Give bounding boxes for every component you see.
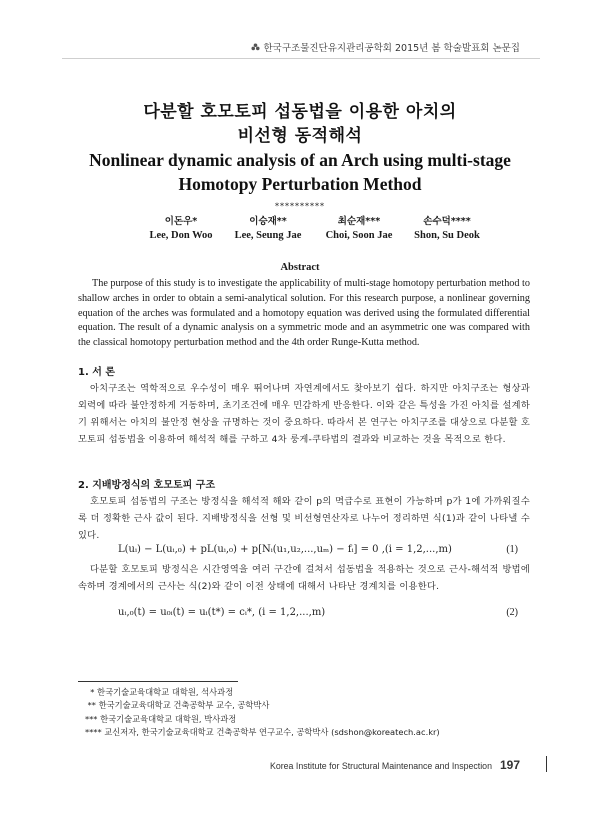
journal-header <box>251 40 520 54</box>
author-korean-name: 최순재*** <box>337 216 381 227</box>
korean-title-line2: 비선형 동적해석 <box>237 126 363 146</box>
footnotes <box>85 686 440 739</box>
equation-2: uᵢ,₀(t) = u₀ᵢ(t) = uᵢ(t*) = cᵢ*, (i = 1,2,...,m) <box>118 607 326 618</box>
section-1-body: 아치구조는 역학적으로 우수성이 매우 뛰어나며 자연계에서도 찾아보기 쉽다. 하지만 아치구조는 형상과 외력에 따라 불안정하게 거동하며, 초기조건에 매우 민감하게 반응한다. 이와 같은 특성을 가진 아치를 설계하기 위해서는 아치의 불안정 현상을 규명하는 것이 중요하다. 따라서 본 연구는 아치구조를 대상으로 다분할 호모토피 섭동법을 이용하여 해석적 해를 구하고 4차 룽게-쿠타법의 결과와 비교하는 것을 목적으로 한다. <box>78 383 531 445</box>
page-number: 197 <box>499 758 520 772</box>
flower-mark-icon <box>251 43 260 52</box>
footer-rule <box>546 756 547 772</box>
section-2-body-2: 다분할 호모토피 방정식은 시간영역을 여러 구간에 걸쳐서 섭동법을 적용하는 것으로 근사-해석적 방법에 속하며 경계에서의 근사는 식(2)와 같이 이전 상태에 대해서 나타난 경계치를 이용한다. <box>78 564 530 592</box>
english-title-line2: Homotopy Perturbation Method <box>178 174 422 194</box>
abstract-text: The purpose of this study is to investigate the applicability of multi-stage homotopy perturbation method to shallow arches in order to obtain a semi-analytical solution. For this research purpose, a nonlinear governing equation of the arches was formulated and a homotopy equation was derived using the formulated differential equation. The result of a dynamic analysis on a symmetric mode and an asymmetric one was compared with the classical homotopy perturbation method and the 4th order Runge-Kutta method. <box>78 278 530 349</box>
title-separator: ********** <box>275 202 325 211</box>
section-1-heading: 1. 서 론 <box>78 367 116 378</box>
footnote: * 한국기술교육대학교 대학원, 석사과정 <box>85 687 234 697</box>
footnote: ** 한국기술교육대학교 건축공학부 교수, 공학박사 <box>85 700 270 711</box>
author-korean-name: 이승재** <box>249 216 287 227</box>
header-divider <box>62 58 540 59</box>
english-title-line1: Nonlinear dynamic analysis of an Arch using multi-stage <box>89 150 511 170</box>
footer-institution: Korea Institute for Structural Maintenance and Inspection <box>269 761 492 771</box>
footnote: **** 교신저자, 한국기술교육대학교 건축공학부 연구교수, 공학박사 (sdshon@koreatech.ac.kr) <box>85 726 440 737</box>
footnote: *** 한국기술교육대학교 대학원, 박사과정 <box>85 713 237 724</box>
author-roman-name: Choi, Soon Jae <box>325 230 393 241</box>
section-2-heading: 2. 지배방정식의 호모토피 구조 <box>78 480 216 491</box>
author-roman-name: Shon, Su Deok <box>414 230 480 241</box>
korean-title-line1: 다분할 호모토피 섭동법을 이용한 아치의 <box>143 102 457 122</box>
abstract-heading: Abstract <box>280 262 320 273</box>
author-korean-name: 손수덕**** <box>423 216 471 227</box>
author-roman-name: Lee, Don Woo <box>149 230 213 241</box>
equation-1-number: (1) <box>506 544 518 555</box>
page-footer <box>270 758 520 772</box>
author-korean-name: 이돈우* <box>164 216 198 227</box>
section-2-body-1: 호모토피 섭동법의 구조는 방정식을 해석적 해와 같이 p의 멱급수로 표현이 가능하며 p가 1에 가까워질수록 더 정확한 근사 값이 된다. 지배방정식을 선형 및 비선형연산자로 나누어 정리하면 식(1)과 같이 나타낼 수 있다. <box>78 496 530 541</box>
footnote-divider <box>78 681 238 682</box>
equation-1: L(uᵢ) − L(uᵢ,₀) + pL(uᵢ,₀) + p[Nᵢ(u₁,u₂,...,uₘ) − fᵢ] = 0 ,(i = 1,2,...,m) <box>118 544 452 555</box>
author-4 <box>392 213 502 241</box>
journal-name: 한국구조물진단유지관리공학회 2015년 봄 학술발표회 논문집 <box>263 43 520 54</box>
author-roman-name: Lee, Seung Jae <box>234 230 302 241</box>
equation-2-number: (2) <box>506 607 518 618</box>
